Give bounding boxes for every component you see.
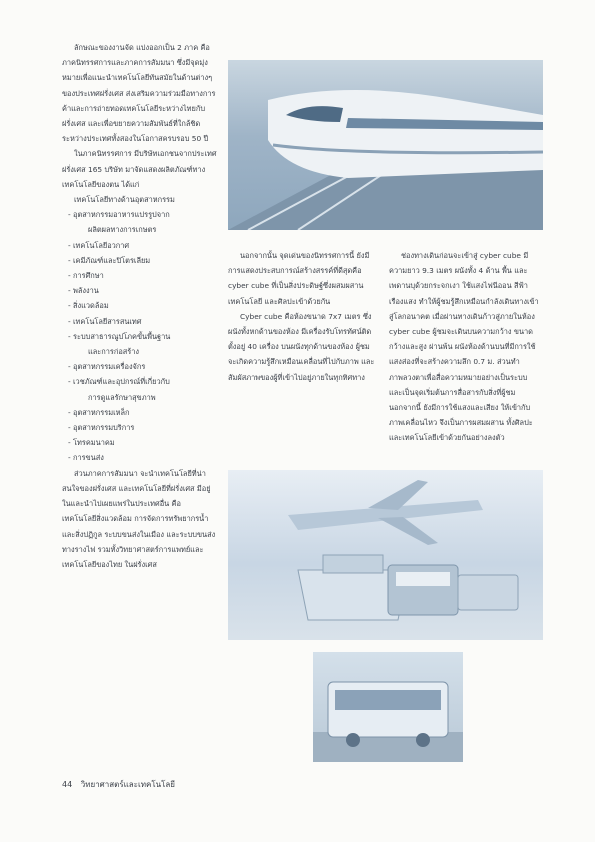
paragraph-cyber-cube-detail: Cyber cube คือห้องขนาด 7x7 เมตร ซึ่งผนังทั้งหกด้านของห้อง มีเครื่องรับโทรทัศน์ติดตั้งอยู่ 40 เครื่อง บนผนังทุกด้านของห้อง ผู้ชมจะเกิดความรู้สึกเหมือนเคลื่อนที่ไปกับภาพ และสัมผัสภาพของผู้ที่เข้าไปอยู่ภายในทุกทิศทาง [228,311,375,382]
technology-list-item: - โทรคมนาคม [68,438,115,448]
train-photo [228,60,543,230]
paragraph-intro: ลักษณะของงานจัด แบ่งออกเป็น 2 ภาค คือ ภาคนิทรรศการและภาคการสัมมนา ซึ่งมีจุดมุ่งหมายเพื่อแนะนำเทคโนโลยีทันสมัยในด้านต่างๆ ของประเทศฝรั่งเศส ส่งเสริมความร่วมมือทางการค้าและการถ่ายทอดเทคโนโลยีระหว่างไทยกับฝรั่งเศส และเพื่อขยายความสัมพันธ์ที่ใกล้ชิดระหว่างประเทศทั้งสองในโอกาสครบรอบ 50 ปี [62,43,216,144]
technology-list-item: - ระบบสาธารณูปโภคขั้นพื้นฐาน [68,331,171,341]
technology-list-item: - อุตสาหกรรมเครื่องจักร [68,362,146,372]
technology-list-item: ผลิตผลทางการเกษตร [88,225,157,235]
paragraph-cyber-cube-corridor: ช่องทางเดินก่อนจะเข้าสู่ cyber cube มีความยาว 9.3 เมตร ผนังทั้ง 4 ด้าน พื้น และเพดานบุด้วยกระจกเงา ใช้แสงไฟนีออน สีฟ้าเรืองแสง ทำให้ผู้ชมรู้สึกเหมือนกำลังเดินทางเข้าสู่โลกอนาคต เมื่อผ่านทางเดินก้าวสู่ภายในห้อง cyber cube ผู้ชมจะเดินบนความกว้าง ขนาดกว้างและสูง ผ่านพ้น ผนังห้องด้านบนที่มีการใช้แสงส่องที่จะสร้างความลึก 0.7 ม. ส่วนทำภาพลวงตาเพื่อสื่อความหมายอย่างเป็นระบบ และเป็นจุดเริ่มต้นการสื่อสารกับสิ่งที่ผู้ชม นอกจากนี้ ยังมีการใช้แสงและเสียง ให้เข้ากับภาพเคลื่อนไหว จึงเป็นการผสมผสาน ทั้งศิลปะและเทคโนโลยีเข้าด้วยกันอย่างลงตัว [389,251,539,443]
paragraph-cyber-cube-intro: นอกจากนั้น จุดเด่นของนิทรรศการนี้ ยังมีการแสดงประสบการณ์สร้างสรรค์ที่ดีสุดคือ cyber cube ที่เป็นสิ่งประดิษฐ์ซึ่งผสมผสานเทคโนโลยี และศิลปะเข้าด้วยกัน [228,251,370,306]
technology-list-item: - อุตสาหกรรมเหล็ก [68,407,130,417]
column-right [389,248,541,446]
list-title: เทคโนโลยีทางด้านอุตสาหกรรม [74,195,175,205]
column-left [62,40,217,572]
technology-list-item: - พลังงาน [68,286,99,296]
technology-list-item: - สิ่งแวดล้อม [68,301,109,311]
publication-title: วิทยาศาสตร์และเทคโนโลยี [80,780,175,789]
technology-list-item: - เคมีภัณฑ์และปิโตรเลียม [68,255,151,265]
column-middle [228,248,378,385]
paragraph-seminar: ส่วนภาคการสัมมนา จะนำเทคโนโลยีที่น่าสนใจของฝรั่งเศส และเทคโนโลยีที่ฝรั่งเศส มีอยู่ในและนำไปเผยแพร่ในประเทศอื่น คือ เทคโนโลยีสิ่งแวดล้อม การจัดการทรัพยากรน้ำและสิ่งปฏิกูล ระบบขนส่งในเมือง และระบบขนส่งทางรางไฟ รวมทั้งวิทยาศาสตร์การแพทย์และเทคโนโลยีของไทย ในฝรั่งเศส [62,468,216,569]
transport-collage-image [228,470,543,640]
high-speed-train-image [228,60,543,230]
technology-list [62,207,217,465]
technology-list-item: - เทคโนโลยีอวกาศ [68,240,130,250]
page-number: 44 [62,780,73,789]
transport-collage-photo [228,470,543,640]
city-bus-image [313,652,463,762]
technology-list-item: - อุตสาหกรรมอาหารแปรรูปจาก [68,210,170,220]
technology-list-item: - การศึกษา [68,271,104,281]
technology-list-item: - การขนส่ง [68,453,104,463]
technology-list-item: การดูแลรักษาสุขภาพ [88,392,156,402]
technology-list-item: - อุตสาหกรรมบริการ [68,423,135,433]
page-footer [62,778,181,791]
bus-photo [313,652,463,762]
technology-list-item: - เทคโนโลยีสารสนเทศ [68,316,142,326]
paragraph-exhibition: ในภาคนิทรรศการ มีบริษัทเอกชนจากประเทศฝรั่งเศส 165 บริษัท มาจัดแสดงผลิตภัณฑ์ทางเทคโนโลยีของตน ได้แก่ [62,149,217,189]
technology-list-item: และการก่อสร้าง [88,347,140,357]
technology-list-item: - เวชภัณฑ์และอุปกรณ์ที่เกี่ยวกับ [68,377,170,387]
